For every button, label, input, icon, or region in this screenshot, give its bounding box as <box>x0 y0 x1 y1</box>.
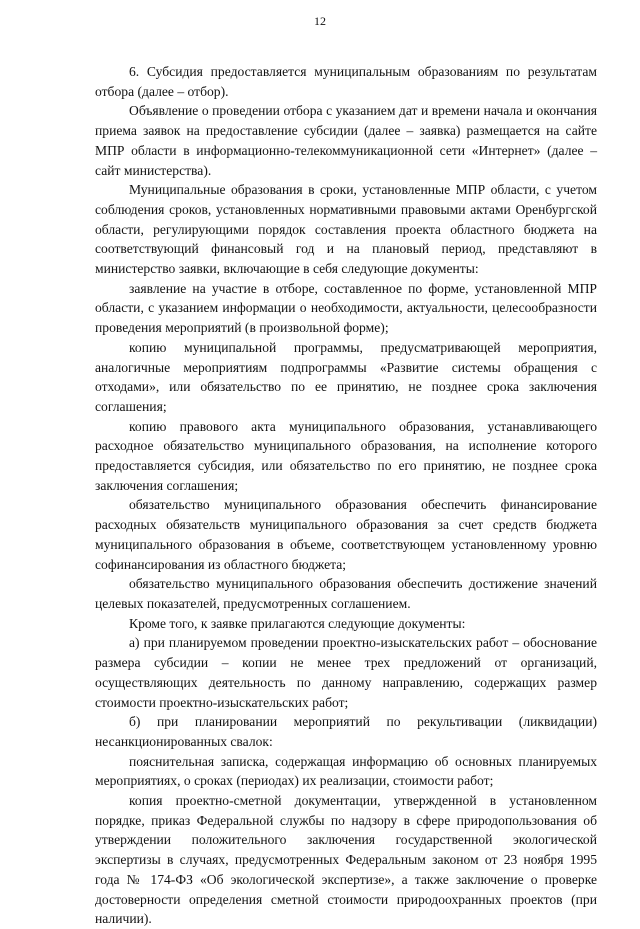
list-item-municipal-program-copy: копию муниципальной программы, предусматривающей мероприятия, аналогичные мероприятиям подпрограммы «Развитие системы обращения с отходами», или обязательство по ее принятию, не позднее срока заключения соглашения; <box>95 339 597 414</box>
list-item-survey-works: а) при планируемом проведении проектно-изыскательских работ – обоснование размера субсидии – копии не менее трех предложений от организаций, осуществляющих деятельность по данному направлению, содержащих размер стоимости проектно-изыскательских работ; <box>95 635 597 710</box>
list-item-target-indicators-obligation: обязательство муниципального образования обеспечить достижение значений целевых показателей, предусмотренных соглашением. <box>95 576 597 611</box>
list-item-design-estimate-documentation: копия проектно-сметной документации, утвержденной в установленном порядке, приказ Федеральной службы по надзору в сфере природопользования об утверждении положительного заключения государственной экологической экспертизы в случаях, предусмотренных Федеральным законом от 23 ноября 1995 года № 174-ФЗ «Об экологической экспертизе», а также заключение о проверке достоверности определения сметной стоимости природоохранных проектов (при наличии). <box>95 793 597 927</box>
paragraph-selection-announcement: Объявление о проведении отбора с указанием дат и времени начала и окончания приема заявок на предоставление субсидии (далее – заявка) размещается на сайте МПР области в информационно-телекоммуникационной сети «Интернет» (далее – сайт министерства). <box>95 103 597 178</box>
paragraph-subsidy-provision: 6. Субсидия предоставляется муниципальным образованиям по результатам отбора (далее – отбор). <box>95 64 597 99</box>
list-item-explanatory-note: пояснительная записка, содержащая информацию об основных планируемых мероприятиях, о сроках (периодах) их реализации, стоимости работ; <box>95 753 597 789</box>
paragraph-application-requirements: Муниципальные образования в сроки, установленные МПР области, с учетом соблюдения сроков, установленных нормативными правовыми актами Оренбургской области, регулирующими порядок составления проекта областного бюджета на соответствующий финансовый год и на плановый период, представляют в министерство заявки, включающие в себя следующие документы: <box>95 182 597 277</box>
page-number: 12 <box>314 14 326 28</box>
list-item-legal-act-copy: копию правового акта муниципального образования, устанавливающего расходное обязательство муниципального образования, на исполнение которого предоставляется субсидия, или обязательство по его принятию, не позднее срока заключения соглашения; <box>95 418 597 493</box>
paragraph-additional-documents: Кроме того, к заявке прилагаются следующие документы: <box>129 615 466 631</box>
list-item-financing-obligation: обязательство муниципального образования обеспечить финансирование расходных обязательств муниципального образования за счет средств бюджета муниципального образования в объеме, соответствующем установленному уровню софинансирования из областного бюджета; <box>95 497 597 572</box>
list-item-participation-application: заявление на участие в отборе, составленное по форме, установленной МПР области, с указанием информации о необходимости, актуальности, целесообразности проведения мероприятий (в произвольной форме); <box>95 280 597 336</box>
list-item-landfill-reclamation: б) при планировании мероприятий по рекультивации (ликвидации) несанкционированных свалок: <box>95 714 597 749</box>
body-text <box>95 62 597 929</box>
